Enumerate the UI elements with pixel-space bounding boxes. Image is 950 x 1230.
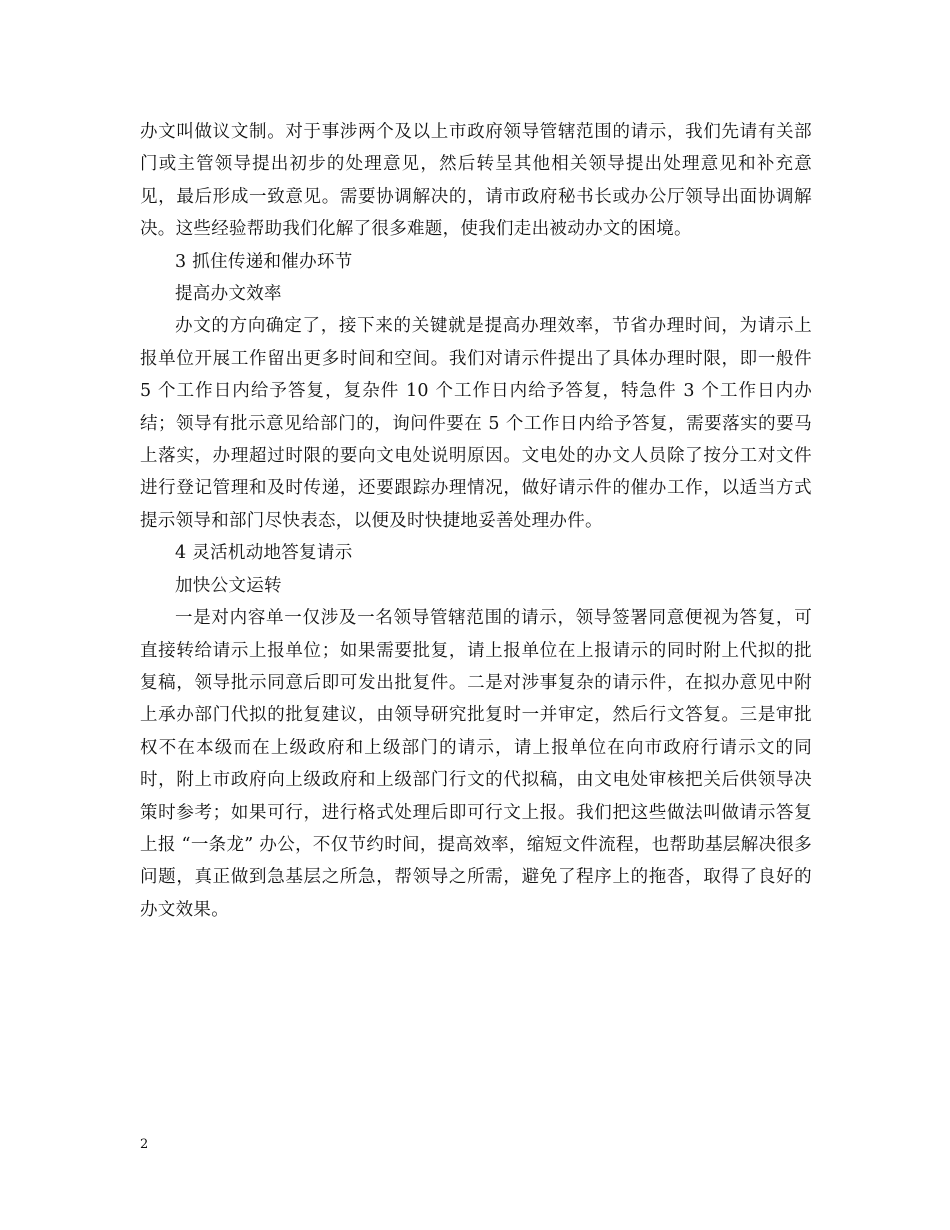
section-subheading-3: 提高办文效率 — [175, 284, 282, 305]
paragraph-section-3: 办文的方向确定了，接下来的关键就是提高办理效率，节省办理时间，为请示上报单位开展工作留出更多时间和空间。我们对请示件提出了具体办理时限，即一般件 5 个工作日内给予答复，复杂件 10 个工作日内给予答复，特急件 3 个工作日内办结；领导有批示意见给部门的，询问件要在 5 个工作日内给予答复，需要落实的要马上落实，办理超过时限的要向文电处说明原因。文电处的办文人员除了按分工对文件进行登记管理和及时传递，还要跟踪办理情况，做好请示件的催办工作，以适当方式提示领导和部门尽快表态，以便及时快捷地妥善处理办件。 — [140, 316, 812, 531]
section-heading-3: 3 抓住传递和催办环节 — [175, 251, 353, 272]
paragraph-continuation: 办文叫做议文制。对于事涉两个及以上市政府领导管辖范围的请示，我们先请有关部门或主管领导提出初步的处理意见，然后转呈其他相关领导提出处理意见和补充意见，最后形成一致意见。需要协调解决的，请市政府秘书长或办公厅领导出面协调解决。这些经验帮助我们化解了很多难题，使我们走出被动办文的困境。 — [140, 122, 812, 240]
page-number: 2 — [140, 1137, 149, 1152]
paragraph-section-4: 一是对内容单一仅涉及一名领导管辖范围的请示，领导签署同意便视为答复，可直接转给请示上报单位；如果需要批复，请上报单位在上报请示的同时附上代拟的批复稿，领导批示同意后即可发出批复件。二是对涉事复杂的请示件，在拟办意见中附上承办部门代拟的批复建议，由领导研究批复时一并审定，然后行文答复。三是审批权不在本级而在上级政府和上级部门的请示，请上报单位在向市政府行请示文的同时，附上市政府向上级政府和上级部门行文的代拟稿，由文电处审核把关后供领导决策时参考；如果可行，进行格式处理后即可行文上报。我们把这些做法叫做请示答复上报 “一条龙” 办公，不仅节约时间，提高效率，缩短文件流程，也帮助基层解决很多问题，真正做到急基层之所急，帮领导之所需，避免了程序上的拖沓，取得了良好的办文效果。 — [140, 608, 812, 920]
section-subheading-4: 加快公文运转 — [175, 575, 282, 596]
document-body — [140, 116, 812, 926]
section-heading-4: 4 灵活机动地答复请示 — [175, 543, 353, 564]
